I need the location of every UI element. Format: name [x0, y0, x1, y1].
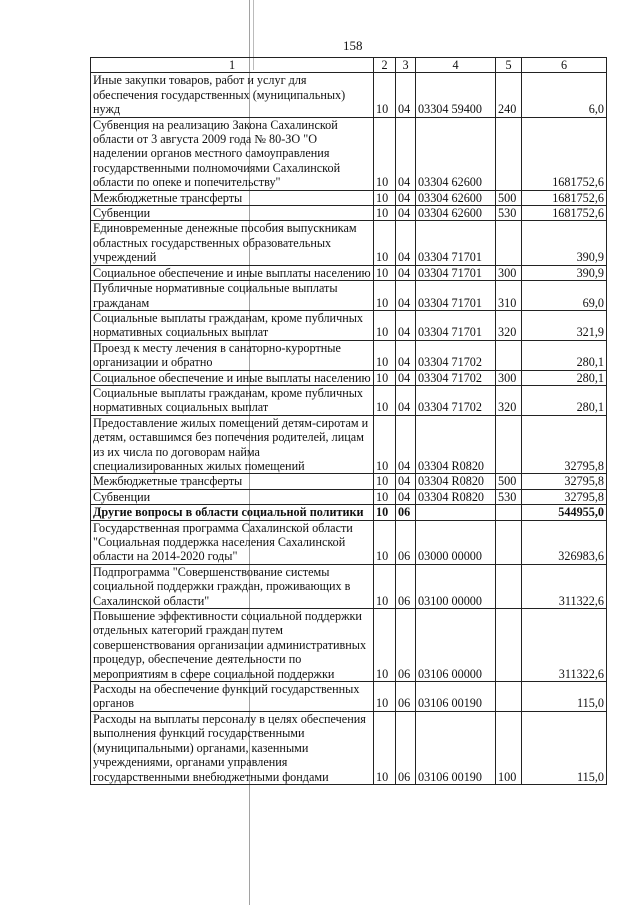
row-expense-type-cell: 530 — [496, 206, 522, 221]
budget-table — [90, 57, 607, 785]
row-target-article-cell: 03100 00000 — [416, 564, 496, 608]
row-subsection-cell: 04 — [396, 206, 416, 221]
row-name-cell: Единовременные денежные пособия выпускникам областных государственных образовательных учреждений — [91, 221, 374, 265]
row-section-cell: 10 — [374, 206, 396, 221]
table-row — [91, 190, 607, 205]
row-expense-type-cell — [496, 682, 522, 712]
row-name-cell: Межбюджетные трансферты — [91, 474, 374, 489]
row-subsection-cell: 04 — [396, 281, 416, 311]
row-section-cell: 10 — [374, 265, 396, 280]
row-target-article-cell: 03304 62600 — [416, 117, 496, 190]
row-amount-cell: 1681752,6 — [522, 206, 607, 221]
row-name-cell: Повышение эффективности социальной поддержки отдельных категорий граждан путем совершенствования организации административных процедур, обеспечение деятельности по мероприятиям в сфере социальной поддержки — [91, 609, 374, 682]
row-subsection-cell: 06 — [396, 609, 416, 682]
row-section-cell: 10 — [374, 415, 396, 474]
row-target-article-cell: 03304 62600 — [416, 190, 496, 205]
page-number: 158 — [343, 38, 363, 53]
row-target-article-cell: 03304 71702 — [416, 385, 496, 415]
row-amount-cell: 6,0 — [522, 73, 607, 117]
row-expense-type-cell — [496, 117, 522, 190]
row-target-article-cell: 03304 R0820 — [416, 474, 496, 489]
row-section-cell: 10 — [374, 190, 396, 205]
row-expense-type-cell — [496, 520, 522, 564]
row-name-cell: Подпрограмма "Совершенствование системы социальной поддержки граждан, проживающих в Сахалинской области" — [91, 564, 374, 608]
row-amount-cell: 69,0 — [522, 281, 607, 311]
row-subsection-cell: 04 — [396, 474, 416, 489]
row-expense-type-cell — [496, 415, 522, 474]
row-target-article-cell: 03304 62600 — [416, 206, 496, 221]
row-expense-type-cell: 320 — [496, 310, 522, 340]
table-row — [91, 489, 607, 504]
row-target-article-cell: 03304 71702 — [416, 340, 496, 370]
row-target-article-cell: 03106 00190 — [416, 682, 496, 712]
row-expense-type-cell — [496, 564, 522, 608]
row-amount-cell: 115,0 — [522, 711, 607, 784]
row-name-cell: Межбюджетные трансферты — [91, 190, 374, 205]
row-amount-cell: 32795,8 — [522, 415, 607, 474]
row-subsection-cell: 06 — [396, 682, 416, 712]
row-section-cell: 10 — [374, 73, 396, 117]
table-row — [91, 206, 607, 221]
row-section-cell: 10 — [374, 281, 396, 311]
row-amount-cell: 544955,0 — [522, 505, 607, 520]
row-amount-cell: 311322,6 — [522, 564, 607, 608]
table-body — [91, 73, 607, 785]
row-target-article-cell: 03106 00190 — [416, 711, 496, 784]
column-header-expense-type: 5 — [496, 58, 522, 73]
table-row — [91, 474, 607, 489]
row-subsection-cell: 04 — [396, 385, 416, 415]
row-section-cell: 10 — [374, 711, 396, 784]
table-row — [91, 415, 607, 474]
row-name-cell: Субвенции — [91, 206, 374, 221]
row-amount-cell: 326983,6 — [522, 520, 607, 564]
row-subsection-cell: 04 — [396, 73, 416, 117]
row-expense-type-cell: 310 — [496, 281, 522, 311]
row-section-cell: 10 — [374, 370, 396, 385]
row-subsection-cell: 04 — [396, 415, 416, 474]
row-subsection-cell: 04 — [396, 310, 416, 340]
row-subsection-cell: 04 — [396, 221, 416, 265]
table-row — [91, 73, 607, 117]
column-header-name: 1 — [91, 58, 374, 73]
row-amount-cell: 32795,8 — [522, 474, 607, 489]
row-name-cell: Социальные выплаты гражданам, кроме публичных нормативных социальных выплат — [91, 310, 374, 340]
row-amount-cell: 1681752,6 — [522, 117, 607, 190]
row-name-cell: Социальное обеспечение и иные выплаты населению — [91, 370, 374, 385]
row-expense-type-cell: 500 — [496, 190, 522, 205]
table-header — [91, 58, 607, 73]
table-row — [91, 281, 607, 311]
table-row — [91, 385, 607, 415]
table-row — [91, 711, 607, 784]
row-section-cell: 10 — [374, 489, 396, 504]
column-header-subsection: 3 — [396, 58, 416, 73]
row-name-cell: Субвенции — [91, 489, 374, 504]
row-target-article-cell: 03304 71701 — [416, 221, 496, 265]
table-row — [91, 520, 607, 564]
row-target-article-cell: 03304 R0820 — [416, 415, 496, 474]
row-name-cell: Другие вопросы в области социальной политики — [91, 505, 374, 520]
row-target-article-cell: 03304 71701 — [416, 265, 496, 280]
row-section-cell: 10 — [374, 474, 396, 489]
row-section-cell: 10 — [374, 609, 396, 682]
row-subsection-cell: 04 — [396, 489, 416, 504]
row-subsection-cell: 04 — [396, 340, 416, 370]
row-subsection-cell: 04 — [396, 190, 416, 205]
row-name-cell: Предоставление жилых помещений детям-сиротам и детям, оставшимся без попечения родителей, лицам из их числа по договорам найма специализированных жилых помещений — [91, 415, 374, 474]
row-target-article-cell: 03000 00000 — [416, 520, 496, 564]
row-section-cell: 10 — [374, 340, 396, 370]
row-name-cell: Публичные нормативные социальные выплаты гражданам — [91, 281, 374, 311]
row-target-article-cell: 03304 R0820 — [416, 489, 496, 504]
row-section-cell: 10 — [374, 564, 396, 608]
row-name-cell: Субвенция на реализацию Закона Сахалинской области от 3 августа 2009 года № 80-ЗО "О наделении органов местного самоуправления государственными полномочиями Сахалинской области по опеке и попечительству" — [91, 117, 374, 190]
table-row — [91, 265, 607, 280]
row-expense-type-cell: 300 — [496, 265, 522, 280]
row-expense-type-cell — [496, 609, 522, 682]
row-name-cell: Иные закупки товаров, работ и услуг для обеспечения государственных (муниципальных) нужд — [91, 73, 374, 117]
row-subsection-cell: 06 — [396, 520, 416, 564]
row-amount-cell: 390,9 — [522, 221, 607, 265]
row-section-cell: 10 — [374, 682, 396, 712]
row-name-cell: Расходы на выплаты персоналу в целях обеспечения выполнения функций государственными (муниципальными) органами, казенными учреждениями, органами управления государственными внебюджетными фондами — [91, 711, 374, 784]
row-expense-type-cell: 100 — [496, 711, 522, 784]
row-section-cell: 10 — [374, 117, 396, 190]
table-row — [91, 682, 607, 712]
row-subsection-cell: 04 — [396, 117, 416, 190]
row-subsection-cell: 06 — [396, 505, 416, 520]
row-amount-cell: 280,1 — [522, 340, 607, 370]
row-section-cell: 10 — [374, 221, 396, 265]
table-row — [91, 564, 607, 608]
header-row — [91, 58, 607, 73]
row-expense-type-cell — [496, 221, 522, 265]
row-subsection-cell: 04 — [396, 370, 416, 385]
row-name-cell: Государственная программа Сахалинской области "Социальная поддержка населения Сахалинской области на 2014-2020 годы" — [91, 520, 374, 564]
table-row — [91, 609, 607, 682]
row-subsection-cell: 06 — [396, 564, 416, 608]
row-expense-type-cell — [496, 505, 522, 520]
row-target-article-cell: 03106 00000 — [416, 609, 496, 682]
table-row — [91, 310, 607, 340]
table-row — [91, 117, 607, 190]
table-row — [91, 370, 607, 385]
row-amount-cell: 1681752,6 — [522, 190, 607, 205]
row-subsection-cell: 04 — [396, 265, 416, 280]
row-expense-type-cell: 530 — [496, 489, 522, 504]
row-target-article-cell: 03304 59400 — [416, 73, 496, 117]
row-target-article-cell: 03304 71702 — [416, 370, 496, 385]
row-expense-type-cell — [496, 340, 522, 370]
row-subsection-cell: 06 — [396, 711, 416, 784]
row-target-article-cell — [416, 505, 496, 520]
row-section-cell: 10 — [374, 385, 396, 415]
row-amount-cell: 321,9 — [522, 310, 607, 340]
row-target-article-cell: 03304 71701 — [416, 281, 496, 311]
row-section-cell: 10 — [374, 310, 396, 340]
table-row — [91, 340, 607, 370]
row-expense-type-cell: 320 — [496, 385, 522, 415]
row-expense-type-cell: 500 — [496, 474, 522, 489]
row-amount-cell: 115,0 — [522, 682, 607, 712]
row-section-cell: 10 — [374, 520, 396, 564]
row-amount-cell: 280,1 — [522, 370, 607, 385]
row-amount-cell: 311322,6 — [522, 609, 607, 682]
row-amount-cell: 390,9 — [522, 265, 607, 280]
row-name-cell: Социальные выплаты гражданам, кроме публичных нормативных социальных выплат — [91, 385, 374, 415]
row-name-cell: Расходы на обеспечение функций государственных органов — [91, 682, 374, 712]
column-header-target-article: 4 — [416, 58, 496, 73]
table-row — [91, 505, 607, 520]
row-amount-cell: 32795,8 — [522, 489, 607, 504]
row-expense-type-cell: 300 — [496, 370, 522, 385]
row-name-cell: Социальное обеспечение и иные выплаты населению — [91, 265, 374, 280]
row-amount-cell: 280,1 — [522, 385, 607, 415]
row-name-cell: Проезд к месту лечения в санаторно-курортные организации и обратно — [91, 340, 374, 370]
column-header-section: 2 — [374, 58, 396, 73]
row-expense-type-cell: 240 — [496, 73, 522, 117]
column-header-amount: 6 — [522, 58, 607, 73]
row-section-cell: 10 — [374, 505, 396, 520]
row-target-article-cell: 03304 71701 — [416, 310, 496, 340]
table-row — [91, 221, 607, 265]
